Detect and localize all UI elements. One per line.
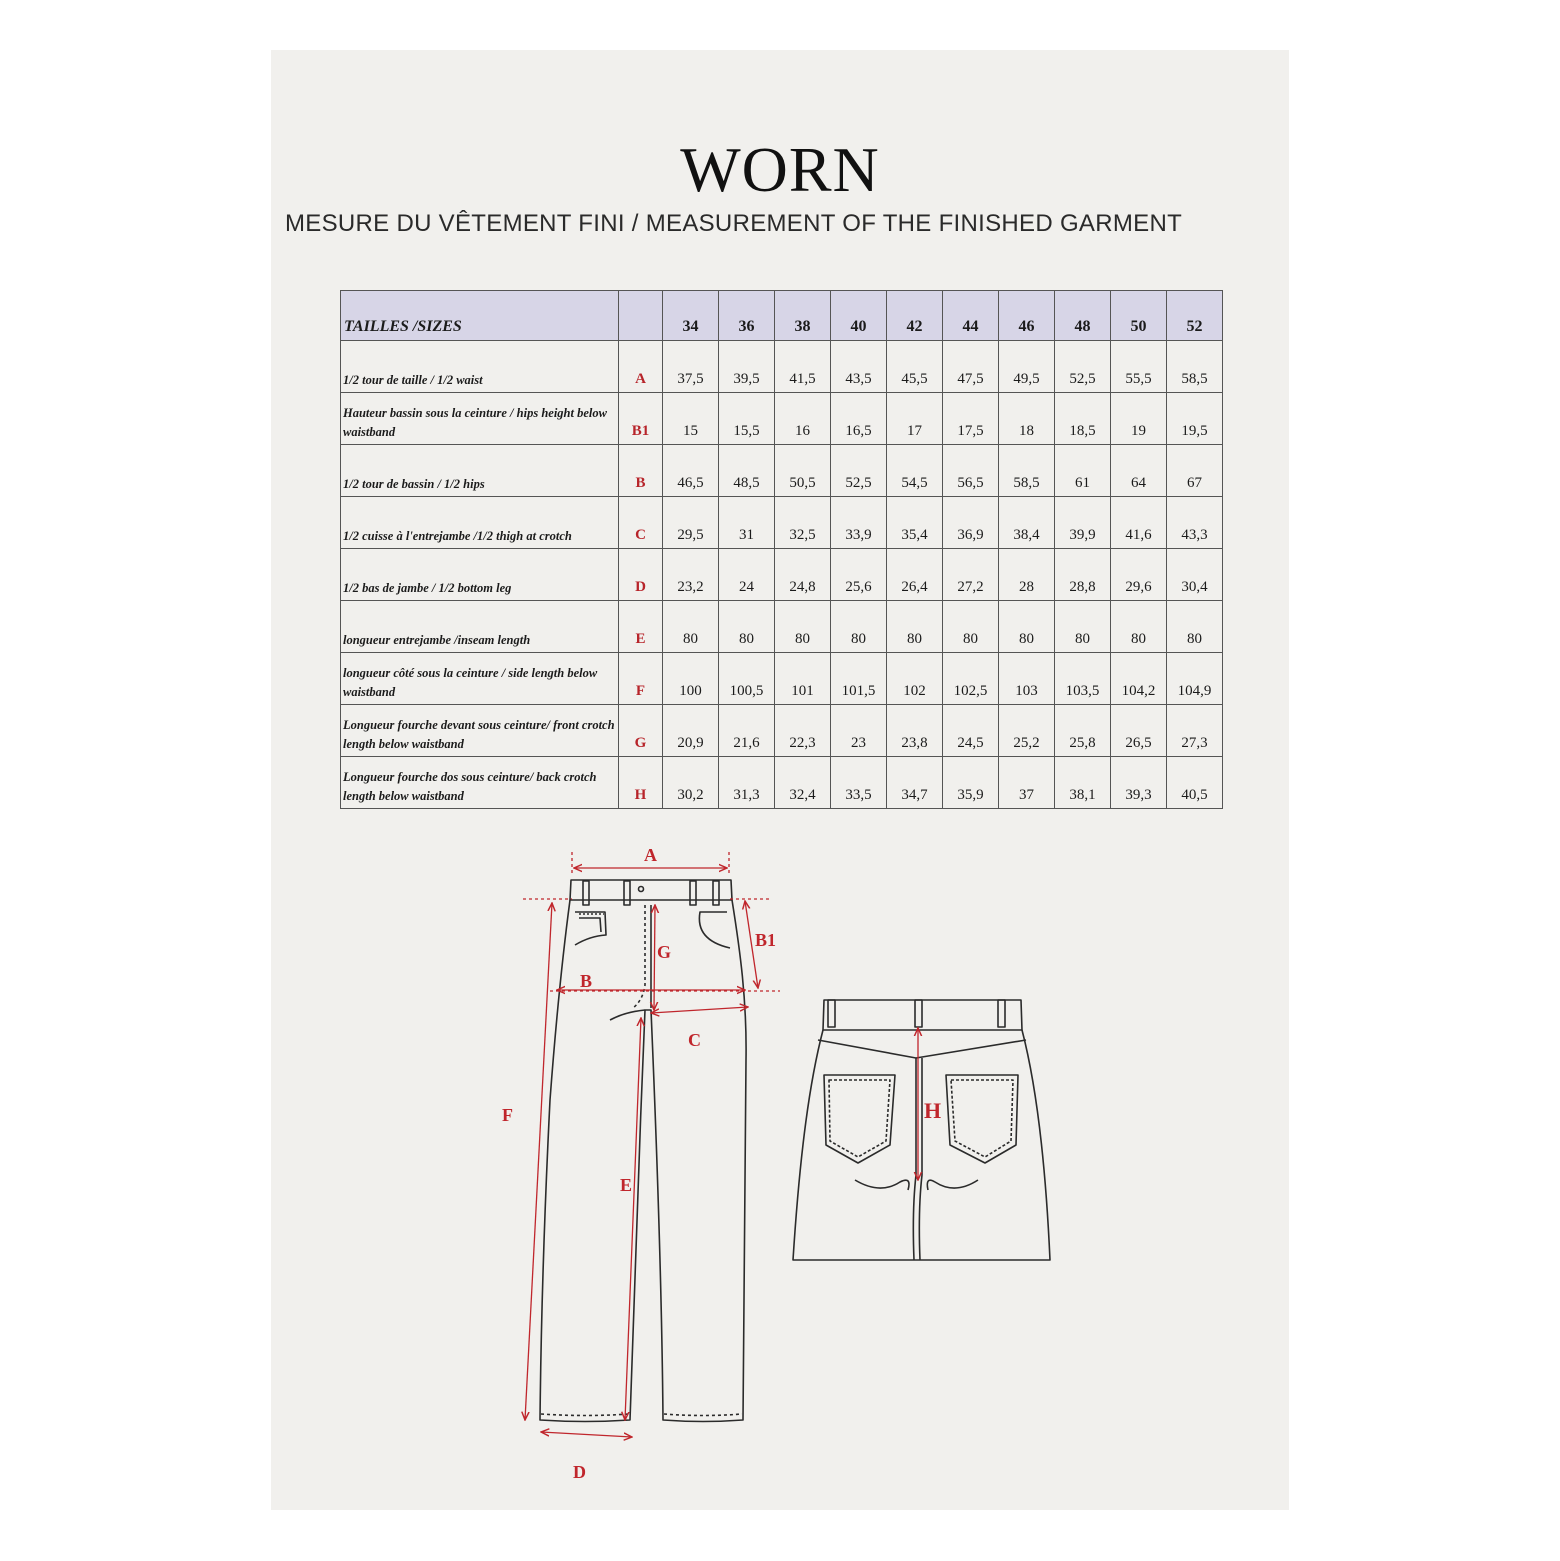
measurement-value: 52,5 bbox=[1055, 341, 1111, 393]
measurement-value: 43,5 bbox=[831, 341, 887, 393]
label-c: C bbox=[688, 1030, 701, 1050]
measurement-value: 17 bbox=[887, 393, 943, 445]
measurement-label: 1/2 tour de taille / 1/2 waist bbox=[341, 341, 619, 393]
label-f: F bbox=[502, 1105, 513, 1125]
label-d: D bbox=[573, 1462, 586, 1482]
measurement-code: E bbox=[619, 601, 663, 653]
measurement-value: 28,8 bbox=[1055, 549, 1111, 601]
measurement-value: 80 bbox=[775, 601, 831, 653]
measurement-value: 21,6 bbox=[719, 705, 775, 757]
measurement-value: 40,5 bbox=[1167, 757, 1223, 809]
measurement-value: 15 bbox=[663, 393, 719, 445]
measurement-value: 58,5 bbox=[1167, 341, 1223, 393]
measurement-value: 43,3 bbox=[1167, 497, 1223, 549]
size-header: 46 bbox=[999, 291, 1055, 341]
measurement-value: 48,5 bbox=[719, 445, 775, 497]
measurement-value: 26,5 bbox=[1111, 705, 1167, 757]
measurement-value: 38,4 bbox=[999, 497, 1055, 549]
measurement-value: 29,5 bbox=[663, 497, 719, 549]
measurement-value: 50,5 bbox=[775, 445, 831, 497]
measurement-value: 102,5 bbox=[943, 653, 999, 705]
measurement-label: longueur entrejambe /inseam length bbox=[341, 601, 619, 653]
measurement-value: 18,5 bbox=[1055, 393, 1111, 445]
measurement-value: 28 bbox=[999, 549, 1055, 601]
measurement-label: 1/2 bas de jambe / 1/2 bottom leg bbox=[341, 549, 619, 601]
measurement-value: 15,5 bbox=[719, 393, 775, 445]
measurement-value: 80 bbox=[943, 601, 999, 653]
brand-logo: WORN bbox=[680, 134, 880, 205]
measurement-value: 41,6 bbox=[1111, 497, 1167, 549]
back-pants-drawing bbox=[793, 1000, 1050, 1260]
measurement-value: 17,5 bbox=[943, 393, 999, 445]
measurement-value: 101,5 bbox=[831, 653, 887, 705]
measurement-label: Hauteur bassin sous la ceinture / hips height below waistband bbox=[341, 393, 619, 445]
measurement-value: 80 bbox=[663, 601, 719, 653]
measurement-value: 16 bbox=[775, 393, 831, 445]
size-header: 44 bbox=[943, 291, 999, 341]
measurement-value: 39,5 bbox=[719, 341, 775, 393]
measurement-value: 47,5 bbox=[943, 341, 999, 393]
measurement-value: 80 bbox=[831, 601, 887, 653]
measurement-value: 61 bbox=[1055, 445, 1111, 497]
measurement-value: 103,5 bbox=[1055, 653, 1111, 705]
measurement-value: 33,5 bbox=[831, 757, 887, 809]
measurement-value: 64 bbox=[1111, 445, 1167, 497]
measurement-value: 80 bbox=[1111, 601, 1167, 653]
measurement-value: 46,5 bbox=[663, 445, 719, 497]
measurement-value: 35,9 bbox=[943, 757, 999, 809]
measurement-label: Longueur fourche devant sous ceinture/ front crotch length below waistband bbox=[341, 705, 619, 757]
page-subtitle: MESURE DU VÊTEMENT FINI / MEASUREMENT OF THE FINISHED GARMENT bbox=[285, 210, 1183, 237]
measurement-value: 39,9 bbox=[1055, 497, 1111, 549]
pants-diagram bbox=[271, 50, 1289, 1510]
measurement-value: 100 bbox=[663, 653, 719, 705]
measurement-value: 54,5 bbox=[887, 445, 943, 497]
measurement-value: 67 bbox=[1167, 445, 1223, 497]
size-header: 48 bbox=[1055, 291, 1111, 341]
measurement-code: G bbox=[619, 705, 663, 757]
measurement-value: 102 bbox=[887, 653, 943, 705]
measurement-value: 25,2 bbox=[999, 705, 1055, 757]
size-header: 36 bbox=[719, 291, 775, 341]
measurement-lines bbox=[523, 852, 918, 1437]
measurement-value: 31,3 bbox=[719, 757, 775, 809]
label-b1: B1 bbox=[755, 930, 777, 950]
measurement-value: 24,8 bbox=[775, 549, 831, 601]
measurement-value: 52,5 bbox=[831, 445, 887, 497]
measurement-value: 37,5 bbox=[663, 341, 719, 393]
measurement-value: 104,9 bbox=[1167, 653, 1223, 705]
measurement-value: 32,4 bbox=[775, 757, 831, 809]
label-g: G bbox=[657, 942, 672, 962]
measurement-value: 30,2 bbox=[663, 757, 719, 809]
measurement-value: 25,6 bbox=[831, 549, 887, 601]
measurement-value: 23,8 bbox=[887, 705, 943, 757]
measurement-code: C bbox=[619, 497, 663, 549]
measurement-value: 18 bbox=[999, 393, 1055, 445]
label-a: A bbox=[644, 845, 657, 865]
measurement-label: Longueur fourche dos sous ceinture/ back crotch length below waistband bbox=[341, 757, 619, 809]
measurement-value: 103 bbox=[999, 653, 1055, 705]
measurement-value: 33,9 bbox=[831, 497, 887, 549]
measurement-value: 24 bbox=[719, 549, 775, 601]
measurement-value: 26,4 bbox=[887, 549, 943, 601]
measurement-value: 56,5 bbox=[943, 445, 999, 497]
measurement-value: 39,3 bbox=[1111, 757, 1167, 809]
measurement-value: 80 bbox=[999, 601, 1055, 653]
measurement-value: 19,5 bbox=[1167, 393, 1223, 445]
measurement-value: 49,5 bbox=[999, 341, 1055, 393]
measurement-value: 101 bbox=[775, 653, 831, 705]
size-header: 50 bbox=[1111, 291, 1167, 341]
size-header: 52 bbox=[1167, 291, 1223, 341]
measurement-value: 80 bbox=[1167, 601, 1223, 653]
measurement-value: 19 bbox=[1111, 393, 1167, 445]
measurement-value: 30,4 bbox=[1167, 549, 1223, 601]
measurement-label: 1/2 tour de bassin / 1/2 hips bbox=[341, 445, 619, 497]
header-label: TAILLES /SIZES bbox=[341, 291, 619, 341]
measurement-value: 24,5 bbox=[943, 705, 999, 757]
measurement-value: 27,2 bbox=[943, 549, 999, 601]
measurement-value: 36,9 bbox=[943, 497, 999, 549]
measurement-value: 22,3 bbox=[775, 705, 831, 757]
size-header: 38 bbox=[775, 291, 831, 341]
measurement-code: B1 bbox=[619, 393, 663, 445]
measurement-value: 45,5 bbox=[887, 341, 943, 393]
measurement-value: 34,7 bbox=[887, 757, 943, 809]
measurement-value: 80 bbox=[887, 601, 943, 653]
size-header: 34 bbox=[663, 291, 719, 341]
measurement-label: longueur côté sous la ceinture / side length below waistband bbox=[341, 653, 619, 705]
measurement-code: A bbox=[619, 341, 663, 393]
measurement-value: 23 bbox=[831, 705, 887, 757]
measurement-value: 41,5 bbox=[775, 341, 831, 393]
measurement-value: 31 bbox=[719, 497, 775, 549]
measurement-value: 58,5 bbox=[999, 445, 1055, 497]
measurement-value: 27,3 bbox=[1167, 705, 1223, 757]
measurement-value: 80 bbox=[719, 601, 775, 653]
measurement-label: 1/2 cuisse à l'entrejambe /1/2 thigh at crotch bbox=[341, 497, 619, 549]
measurement-value: 32,5 bbox=[775, 497, 831, 549]
measurement-value: 37 bbox=[999, 757, 1055, 809]
measurement-value: 16,5 bbox=[831, 393, 887, 445]
size-header: 42 bbox=[887, 291, 943, 341]
measurement-value: 38,1 bbox=[1055, 757, 1111, 809]
measurement-code: H bbox=[619, 757, 663, 809]
measurement-value: 23,2 bbox=[663, 549, 719, 601]
label-e: E bbox=[620, 1175, 633, 1195]
measurement-value: 80 bbox=[1055, 601, 1111, 653]
front-pants-drawing bbox=[540, 880, 746, 1422]
measurement-value: 100,5 bbox=[719, 653, 775, 705]
measurement-value: 29,6 bbox=[1111, 549, 1167, 601]
measurement-code: B bbox=[619, 445, 663, 497]
measurement-value: 35,4 bbox=[887, 497, 943, 549]
label-b: B bbox=[580, 971, 593, 991]
label-h: H bbox=[924, 1098, 942, 1123]
measurement-code: F bbox=[619, 653, 663, 705]
size-guide-sheet bbox=[271, 50, 1289, 1510]
measurement-value: 20,9 bbox=[663, 705, 719, 757]
measurement-value: 55,5 bbox=[1111, 341, 1167, 393]
measurement-value: 104,2 bbox=[1111, 653, 1167, 705]
measurement-value: 25,8 bbox=[1055, 705, 1111, 757]
measurement-code: D bbox=[619, 549, 663, 601]
size-header: 40 bbox=[831, 291, 887, 341]
